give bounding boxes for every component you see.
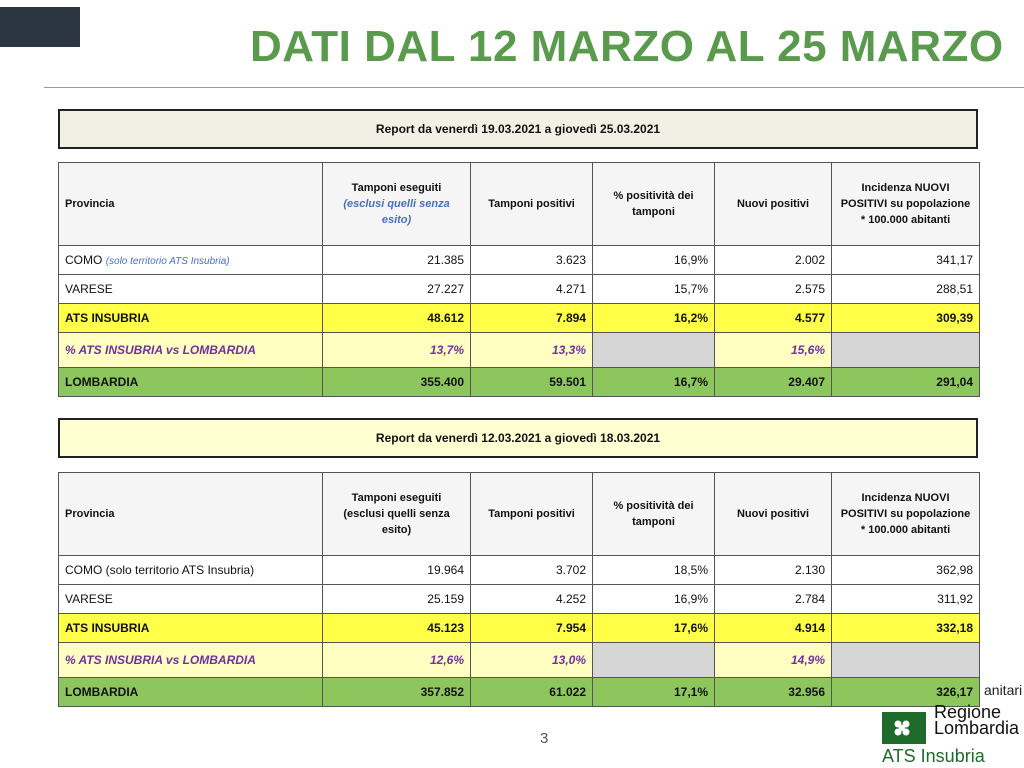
- cell-empty: [593, 643, 715, 678]
- table-row-ats-insubria: [59, 304, 980, 333]
- col-header-tamponi-positivi: Tamponi positivi: [471, 163, 593, 246]
- cell-incidenza: 332,18: [832, 614, 980, 643]
- como-label: COMO: [65, 253, 103, 267]
- col-header-nuovi-positivi: Nuovi positivi: [715, 163, 832, 246]
- cell-tamponi: 12,6%: [323, 643, 471, 678]
- cell-percentuale: 18,5%: [593, 556, 715, 585]
- cell-tamponi: 45.123: [323, 614, 471, 643]
- cell-tamponi: 13,7%: [323, 333, 471, 368]
- cell-percentuale: 17,1%: [593, 678, 715, 707]
- cell-tamponi: 21.385: [323, 246, 471, 275]
- cell-nuovi: 32.956: [715, 678, 832, 707]
- cell-nuovi: 2.575: [715, 275, 832, 304]
- cell-provincia: VARESE: [59, 585, 323, 614]
- table-row-ats-vs-lombardia: [59, 333, 980, 368]
- col-header-nuovi-positivi: Nuovi positivi: [715, 473, 832, 556]
- report-table-2: [58, 472, 980, 707]
- cell-positivi: 7.894: [471, 304, 593, 333]
- cell-incidenza: 291,04: [832, 368, 980, 397]
- col-header-tamponi-eseguiti-sub: (esclusi quelli senza esito): [343, 508, 450, 536]
- table-row-lombardia: [59, 368, 980, 397]
- cell-positivi: 3.623: [471, 246, 593, 275]
- col-header-tamponi-eseguiti: [323, 163, 471, 246]
- col-header-tamponi-eseguiti: [323, 473, 471, 556]
- report-header-1: Report da venerdì 19.03.2021 a giovedì 25.03.2021: [58, 109, 978, 149]
- logo-lombardia: Lombardia: [934, 718, 1020, 738]
- cell-provincia: LOMBARDIA: [59, 678, 323, 707]
- col-header-incidenza: Incidenza NUOVI POSITIVI su popolazione * 100.000 abitanti: [832, 473, 980, 556]
- cell-nuovi: 4.577: [715, 304, 832, 333]
- cell-positivi: 7.954: [471, 614, 593, 643]
- table-row-varese: [59, 585, 980, 614]
- regione-lombardia-logo: [880, 680, 1024, 768]
- como-note: (solo territorio ATS Insubria): [105, 256, 230, 267]
- cell-nuovi: 14,9%: [715, 643, 832, 678]
- cell-tamponi: 25.159: [323, 585, 471, 614]
- slide-title: DATI DAL 12 MARZO AL 25 MARZO: [250, 22, 1004, 71]
- cell-positivi: 13,3%: [471, 333, 593, 368]
- cell-positivi: 4.252: [471, 585, 593, 614]
- cell-provincia: LOMBARDIA: [59, 368, 323, 397]
- report-header-2: Report da venerdì 12.03.2021 a giovedì 18.03.2021: [58, 418, 978, 458]
- page-number: 3: [540, 730, 549, 747]
- cell-incidenza: 362,98: [832, 556, 980, 585]
- logo-ats-insubria: ATS Insubria: [882, 746, 985, 766]
- cell-percentuale: 17,6%: [593, 614, 715, 643]
- cell-tamponi: 357.852: [323, 678, 471, 707]
- table-row-ats-insubria: [59, 614, 980, 643]
- cell-incidenza: 311,92: [832, 585, 980, 614]
- cell-tamponi: 355.400: [323, 368, 471, 397]
- cell-provincia: VARESE: [59, 275, 323, 304]
- cell-provincia: ATS INSUBRIA: [59, 614, 323, 643]
- col-header-incidenza: Incidenza NUOVI POSITIVI su popolazione * 100.000 abitanti: [832, 163, 980, 246]
- table-header-row: [59, 163, 980, 246]
- cell-tamponi: 19.964: [323, 556, 471, 585]
- col-header-tamponi-eseguiti-label: Tamponi eseguiti: [351, 492, 442, 504]
- cell-provincia: COMO (solo territorio ATS Insubria): [59, 556, 323, 585]
- col-header-positivita: % positività dei tamponi: [593, 163, 715, 246]
- cell-incidenza: 326,17: [832, 678, 980, 707]
- logo-regione: Regione: [934, 702, 1002, 722]
- cell-empty: [832, 643, 980, 678]
- col-header-tamponi-eseguiti-sub: (esclusi quelli senza esito): [343, 198, 450, 226]
- cell-percentuale: 15,7%: [593, 275, 715, 304]
- cell-nuovi: 15,6%: [715, 333, 832, 368]
- col-header-provincia: Provincia: [59, 473, 323, 556]
- col-header-positivita: % positività dei tamponi: [593, 473, 715, 556]
- report-table-1: [58, 162, 980, 397]
- cell-positivi: 61.022: [471, 678, 593, 707]
- cell-incidenza: 309,39: [832, 304, 980, 333]
- cell-empty: [832, 333, 980, 368]
- cell-tamponi: 27.227: [323, 275, 471, 304]
- cell-percentuale: 16,2%: [593, 304, 715, 333]
- table-row-lombardia: [59, 678, 980, 707]
- cell-percentuale: 16,7%: [593, 368, 715, 397]
- cell-provincia: % ATS INSUBRIA vs LOMBARDIA: [59, 333, 323, 368]
- cell-provincia: ATS INSUBRIA: [59, 304, 323, 333]
- table-header-row: [59, 473, 980, 556]
- cell-positivi: 59.501: [471, 368, 593, 397]
- table-row-como: [59, 556, 980, 585]
- cell-tamponi: 48.612: [323, 304, 471, 333]
- cell-nuovi: 4.914: [715, 614, 832, 643]
- table-row-ats-vs-lombardia: [59, 643, 980, 678]
- title-divider: [44, 87, 1024, 88]
- regione-logo-icon: [882, 712, 926, 744]
- cell-provincia: [59, 246, 323, 275]
- cell-positivi: 13,0%: [471, 643, 593, 678]
- cell-nuovi: 2.130: [715, 556, 832, 585]
- cell-nuovi: 2.002: [715, 246, 832, 275]
- corner-box: [0, 7, 80, 47]
- cell-nuovi: 29.407: [715, 368, 832, 397]
- table-row-como: [59, 246, 980, 275]
- logo-partial-text: anitari: [984, 682, 1023, 698]
- col-header-provincia: Provincia: [59, 163, 323, 246]
- cell-positivi: 4.271: [471, 275, 593, 304]
- cell-provincia: % ATS INSUBRIA vs LOMBARDIA: [59, 643, 323, 678]
- cell-positivi: 3.702: [471, 556, 593, 585]
- cell-nuovi: 2.784: [715, 585, 832, 614]
- cell-percentuale: 16,9%: [593, 246, 715, 275]
- col-header-tamponi-positivi: Tamponi positivi: [471, 473, 593, 556]
- cell-empty: [593, 333, 715, 368]
- cell-percentuale: 16,9%: [593, 585, 715, 614]
- cell-incidenza: 288,51: [832, 275, 980, 304]
- cell-incidenza: 341,17: [832, 246, 980, 275]
- col-header-tamponi-eseguiti-label: Tamponi eseguiti: [351, 182, 442, 194]
- table-row-varese: [59, 275, 980, 304]
